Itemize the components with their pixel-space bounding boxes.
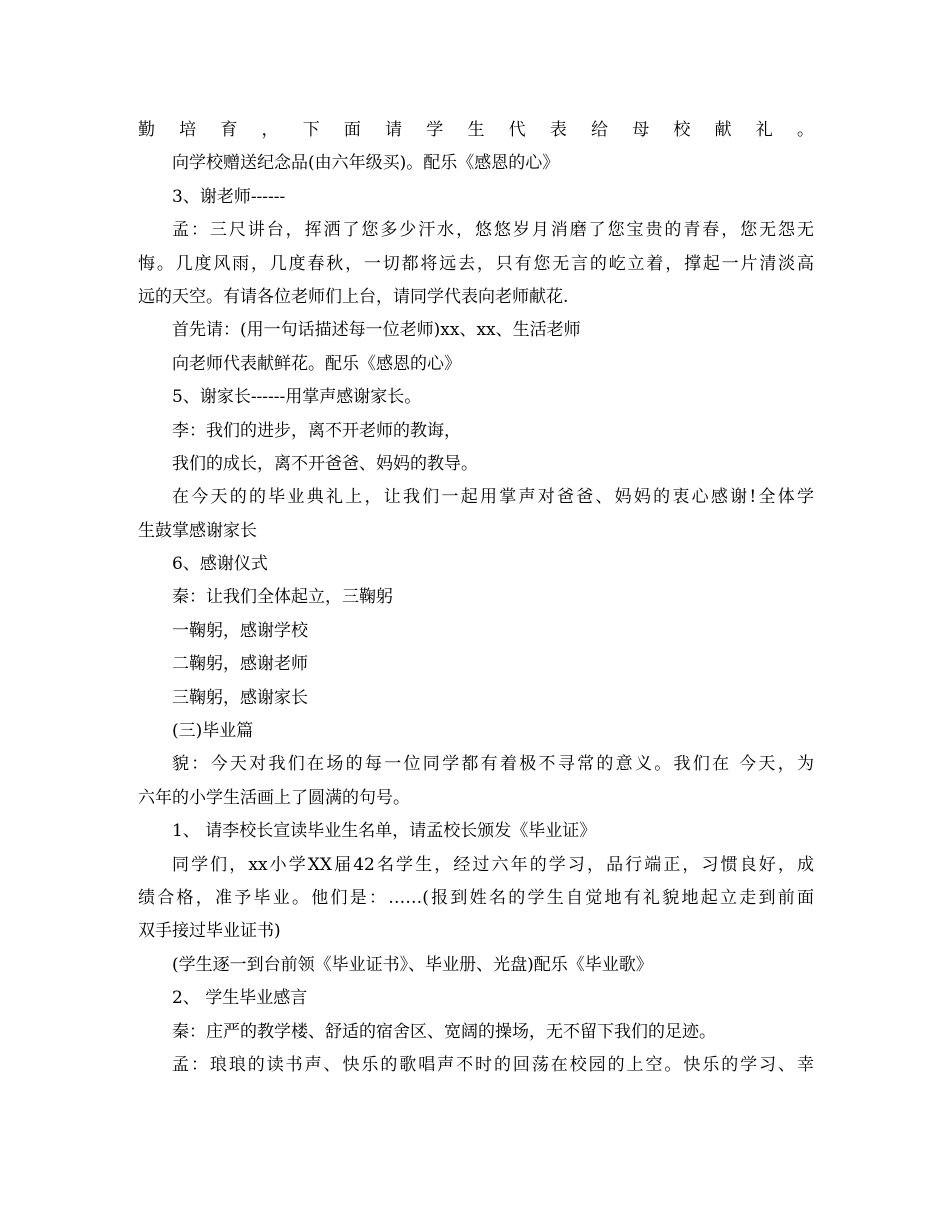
paragraph-line: 貌：今天对我们在场的每一位同学都有着极不寻常的意义。我们在 今天，为 [172,754,814,775]
section-heading: 3、谢老师------ [172,186,286,207]
paragraph-line: 三鞠躬，感谢家长 [172,687,308,708]
paragraph-line: 生鼓掌感谢家长 [138,520,257,541]
paragraph-line: 向学校赠送纪念品(由六年级买)。配乐《感恩的心》 [172,153,560,174]
section-heading: 2、 学生毕业感言 [172,988,308,1009]
section-heading: 1、 请李校长宣读毕业生名单，请孟校长颁发《毕业证》 [172,821,597,842]
section-heading: (三)毕业篇 [172,721,254,742]
paragraph-line: (学生逐一到台前领《毕业证书》、毕业册、光盘)配乐《毕业歌》 [172,954,653,975]
paragraph-line: 我们的成长，离不开爸爸、妈妈的教导。 [172,453,478,474]
document-body [138,114,814,1082]
paragraph-line: 六年的小学生活画上了圆满的句号。 [138,787,410,808]
paragraph-line: 远的天空。有请各位老师们上台，请同学代表向老师献花. [138,286,569,307]
paragraph-line: 绩合格，准予毕业。他们是：……(报到姓名的学生自觉地有礼貌地起立走到前面 [138,887,814,908]
paragraph-line: 同学们，xx小学XX届42名学生，经过六年的学习，品行端正，习惯良好，成 [172,854,814,875]
paragraph-line: 孟：三尺讲台，挥洒了您多少汗水，悠悠岁月消磨了您宝贵的青春，您无怨无 [172,220,814,241]
paragraph-line: 孟：琅琅的读书声、快乐的歌唱声不时的回荡在校园的上空。快乐的学习、幸 [172,1054,814,1075]
paragraph-line: 双手接过毕业证书) [138,921,281,942]
paragraph-line: 向老师代表献鲜花。配乐《感恩的心》 [172,353,461,374]
paragraph-line: 秦：让我们全体起立，三鞠躬 [172,587,393,608]
section-heading: 5、谢家长------用掌声感谢家长。 [172,387,422,408]
paragraph-line: 二鞠躬，感谢老师 [172,654,308,675]
paragraph-line: 一鞠躬，感谢学校 [172,620,308,641]
section-heading: 6、感谢仪式 [172,554,268,575]
paragraph-line: 在今天的的毕业典礼上，让我们一起用掌声对爸爸、妈妈的衷心感谢!全体学 [172,487,814,508]
paragraph-line: 勤培育，下面请学生代表给母校献礼。 [138,120,814,140]
paragraph-line: 悔。几度风雨，几度春秋，一切都将远去，只有您无言的屹立着，撑起一片清淡高 [138,253,814,274]
paragraph-line: 李：我们的进步，离不开老师的教诲， [172,420,461,441]
paragraph-line: 首先请：(用一句话描述每一位老师)xx、xx、生活老师 [172,320,581,341]
paragraph-line: 秦：庄严的教学楼、舒适的宿舍区、宽阔的操场，无不留下我们的足迹。 [172,1021,716,1042]
